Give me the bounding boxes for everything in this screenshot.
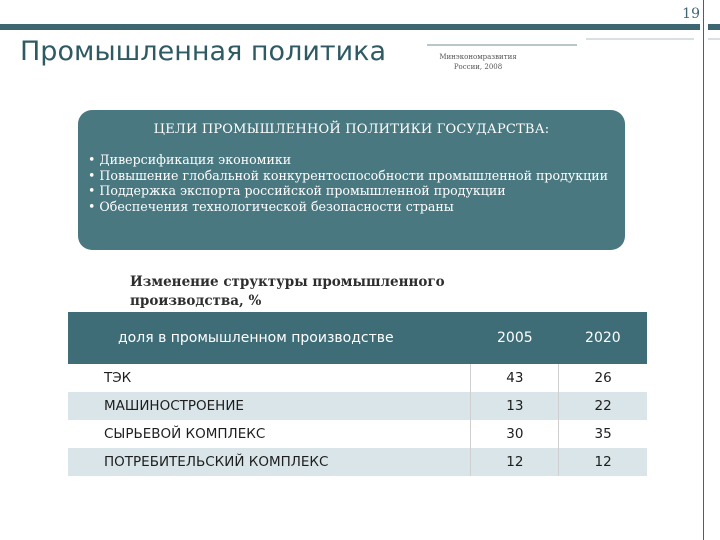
table-cell: 22 [559,392,647,420]
table-cell: 12 [559,448,647,476]
page-number: 19 [682,6,700,22]
goals-item: • Повышение глобальной конкурентоспособности промышленной продукции [88,167,608,183]
title-underline [427,44,577,46]
table-cell: ПОТРЕБИТЕЛЬСКИЙ КОМПЛЕКС [68,448,471,476]
source-note: Минэкономразвития России, 2008 [439,53,517,71]
goals-item: • Диверсификация экономики [88,152,292,167]
goals-heading: ЦЕЛИ ПРОМЫШЛЕННОЙ ПОЛИТИКИ ГОСУДАРСТВА: [153,122,550,137]
table-cell: ТЭК [104,370,132,386]
table-row [68,392,647,420]
column-header: доля в промышленном производстве [68,312,471,364]
table-cell: 13 [471,392,559,420]
table-cell: МАШИНОСТРОЕНИЕ [68,392,471,420]
column-header: 2005 [471,312,559,364]
goals-list [88,152,608,214]
table-header-row [68,312,647,364]
header-rule [0,24,700,30]
table-row [68,420,647,448]
title-underline-right [586,38,694,40]
header-rule-right [708,24,720,30]
goals-item: • Поддержка экспорта российской промышленной продукции [88,183,506,199]
table-cell: 26 [559,364,647,392]
goals-box [78,110,625,250]
table-cell: 30 [471,420,559,448]
table-row [68,364,647,392]
table-caption: Изменение структуры промышленного производства, % [130,274,445,309]
goals-item: • Обеспечения технологической безопасности страны [88,198,454,214]
title-underline-edge [708,38,720,40]
table-cell: 35 [559,420,647,448]
table-row [68,448,647,476]
page-title: Промышленная политика [20,36,387,67]
table-cell: СЫРЬЕВОЙ КОМПЛЕКС [104,426,266,442]
structure-table [68,312,647,476]
table-cell: 43 [471,364,559,392]
table-cell: 12 [471,448,559,476]
vertical-rule [703,0,704,540]
column-header: 2020 [559,312,647,364]
